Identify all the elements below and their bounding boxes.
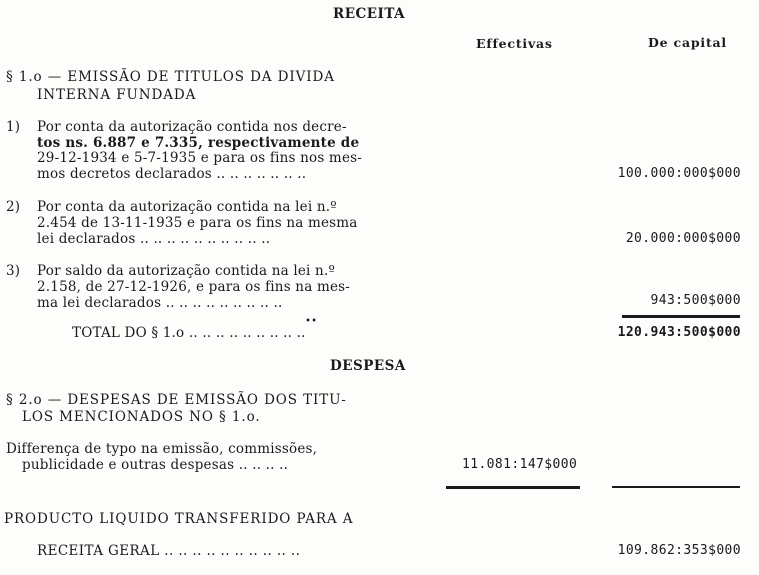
despesa-item-value: 11.081:147$000 (462, 457, 578, 472)
item-3-line2: 2.158, de 27-12-1926, e para os fins na mes- (37, 279, 351, 295)
section-1-title-line1: § 1.o — EMISSÃO DE TITULOS DA DIVIDA (6, 69, 335, 85)
item-3-value: 943:500$000 (650, 293, 741, 308)
item-1-value: 100.000:000$000 (617, 166, 741, 181)
item-2-line3: lei declarados .. .. .. .. .. .. .. .. .. .. (37, 231, 271, 247)
despesa-item-line1: Differença de typo na emissão, commissões, (6, 441, 318, 457)
producto-line2: RECEITA GERAL .. .. .. .. .. .. .. .. .. .. (37, 543, 301, 559)
item-1-line1: Por conta da autorização contida nos decre- (37, 119, 347, 135)
section-2-title-line1: § 2.o — DESPESAS DE EMISSÃO DOS TITU- (6, 392, 347, 408)
despesa-heading: DESPESA (330, 358, 406, 374)
decorative-dots: •• (305, 316, 318, 327)
effectivas-rule (446, 486, 580, 489)
item-3-line3: ma lei declarados .. .. .. .. .. .. .. .. .. (37, 295, 283, 311)
total-rule (622, 315, 740, 318)
despesa-item-line2: publicidade e outras despesas .. .. .. .. (22, 457, 289, 473)
section-1-title-line2: INTERNA FUNDADA (37, 87, 197, 103)
section-2-title-line2: LOS MENCIONADOS NO § 1.o. (22, 409, 261, 425)
item-1-line4: mos decretos declarados .. .. .. .. .. .. .. (37, 166, 307, 182)
receita-heading: RECEITA (333, 6, 406, 22)
total-value: 120.943:500$000 (617, 325, 741, 340)
item-2-line2: 2.454 de 13-11-1935 e para os fins na mesma (37, 215, 358, 231)
total-label: TOTAL DO § 1.o .. .. .. .. .. .. .. .. .. (72, 325, 306, 341)
producto-line1: PRODUCTO LIQUIDO TRANSFERIDO PARA A (4, 511, 354, 527)
capital-rule (612, 486, 740, 488)
producto-value: 109.862:353$000 (617, 543, 741, 558)
item-3-line1: Por saldo da autorização contida na lei n.º (37, 263, 335, 279)
item-2-marker: 2) (6, 199, 21, 215)
item-1-line3: 29-12-1934 e 5-7-1935 e para os fins nos mes- (37, 150, 363, 166)
column-header-de-capital: De capital (648, 35, 727, 50)
column-header-effectivas: Effectivas (476, 36, 553, 51)
item-1-marker: 1) (6, 119, 21, 135)
item-2-value: 20.000:000$000 (625, 231, 741, 246)
item-2-line1: Por conta da autorização contida na lei n.º (37, 199, 337, 215)
item-1-line2: tos ns. 6.887 e 7.335, respectivamente de (37, 135, 360, 151)
item-3-marker: 3) (6, 263, 21, 279)
